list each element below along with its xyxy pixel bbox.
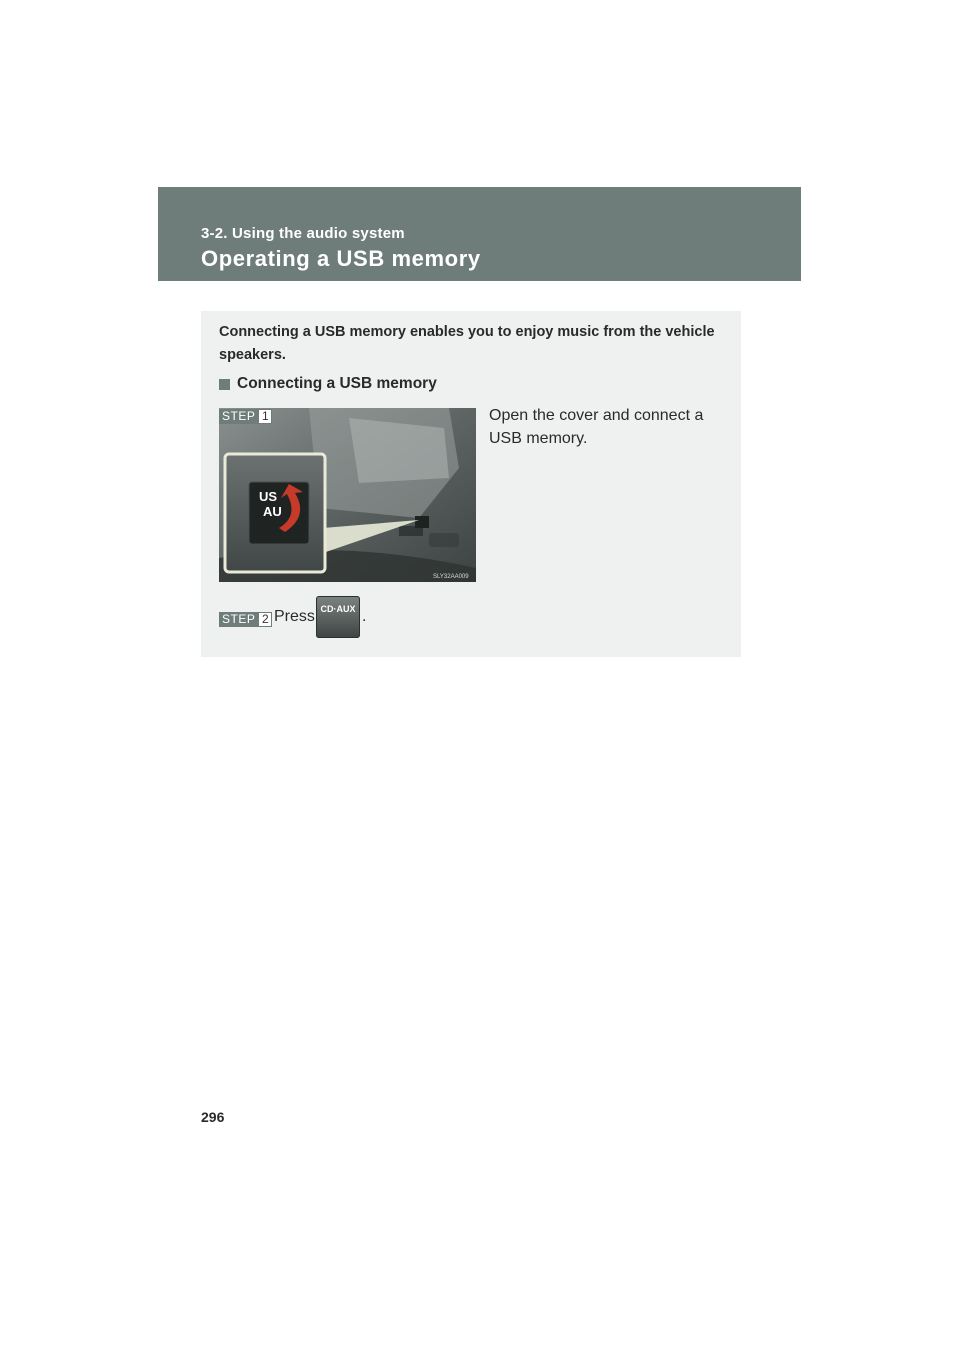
step-1-text: Open the cover and connect a USB memory. [489, 407, 704, 447]
usb-port-illustration [219, 408, 476, 582]
subheading-label: Connecting a USB memory [237, 375, 437, 392]
intro-text: Connecting a USB memory enables you to enjoy music from the vehicle speakers. [219, 324, 715, 363]
subheading [219, 375, 437, 393]
step-2-period: . [362, 608, 367, 625]
step-1-badge [219, 409, 272, 424]
figure-label-2: AU [263, 504, 282, 519]
usb-port [415, 516, 429, 528]
figure-label-1: US [259, 489, 278, 504]
step-1-word: STEP [219, 409, 258, 424]
page-title: Operating a USB memory [201, 246, 481, 271]
step-1-number: 1 [258, 409, 272, 424]
figure-code: SLY32AA009 [433, 574, 469, 580]
section-label: 3-2. Using the audio system [201, 225, 405, 242]
square-bullet-icon [219, 379, 230, 390]
step-2-number: 2 [258, 612, 272, 627]
cd-aux-button-icon: CD·AUX [316, 596, 360, 638]
console-drawing [219, 408, 476, 582]
step-2-word: STEP [219, 612, 258, 627]
step-2-badge [219, 612, 272, 627]
step-2-text: Press [274, 608, 315, 625]
page-number: 296 [201, 1109, 225, 1125]
